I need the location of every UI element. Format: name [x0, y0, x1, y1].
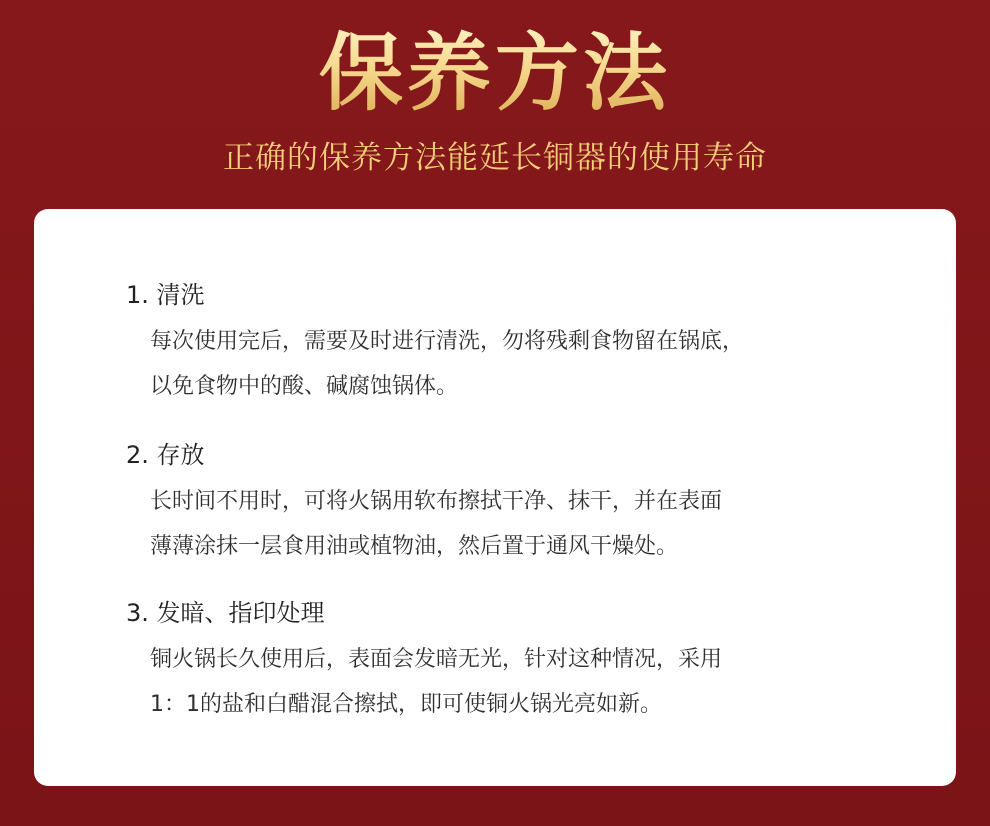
section-body [126, 479, 886, 569]
section-line: 薄薄涂抹一层食用油或植物油，然后置于通风干燥处。 [150, 534, 679, 559]
content-card [34, 209, 956, 786]
section-body [126, 637, 886, 727]
section-storage [126, 435, 886, 569]
section-line: 铜火锅长久使用后，表面会发暗无光，针对这种情况，采用 [150, 647, 723, 672]
section-tarnish [126, 593, 886, 727]
section-cleaning [126, 275, 886, 409]
section-body [126, 319, 886, 409]
section-line: 长时间不用时，可将火锅用软布擦拭干净、抹干，并在表面 [150, 489, 723, 514]
section-heading: 1. 清洗 [126, 281, 205, 309]
section-line: 以免食物中的酸、碱腐蚀锅体。 [150, 374, 459, 399]
section-heading: 3. 发暗、指印处理 [126, 599, 325, 627]
section-line: 每次使用完后，需要及时进行清洗，勿将残剩食物留在锅底， [150, 329, 745, 354]
section-line: 1：1的盐和白醋混合擦拭，即可使铜火锅光亮如新。 [150, 692, 662, 717]
page-title: 保养方法 [0, 18, 990, 128]
page-subtitle: 正确的保养方法能延长铜器的使用寿命 [223, 140, 767, 176]
section-heading: 2. 存放 [126, 441, 205, 469]
